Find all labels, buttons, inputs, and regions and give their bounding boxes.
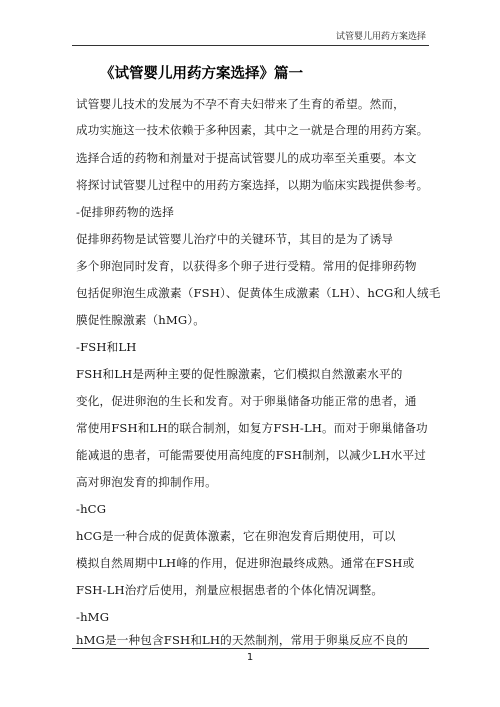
document-title: 《试管婴儿用药方案选择》篇一	[100, 66, 303, 82]
body-line: 高对卵泡发育的抑制作用。	[76, 475, 217, 489]
body-line: FSH和LH是两种主要的促性腺激素，它们模拟自然激素水平的	[76, 367, 403, 381]
header-divider	[72, 45, 429, 46]
body-line: 膜促性腺激素（hMG）。	[76, 313, 205, 327]
running-header-title: 试管婴儿用药方案选择	[335, 32, 426, 42]
body-line: 试管婴儿技术的发展为不孕不育夫妇带来了生育的希望。然而，	[76, 97, 405, 111]
body-line: 将探讨试管婴儿过程中的用药方案选择，以期为临床实践提供参考。	[76, 178, 429, 192]
body-line: 成功实施这一技术依赖于多种因素，其中之一就是合理的用药方案。	[76, 123, 429, 137]
body-line: 常使用FSH和LH的联合制剂，如复方FSH-LH。而对于卵巢储备功	[76, 421, 428, 435]
body-line: FSH-LH治疗后使用，剂量应根据患者的个体化情况调整。	[76, 583, 384, 597]
body-line: 模拟自然周期中LH峰的作用，促进卵泡最终成熟。通常在FSH或	[76, 556, 415, 570]
body-line: hCG是一种合成的促黄体激素，它在卵泡发育后期使用，可以	[76, 529, 396, 543]
section-heading: -hMG	[76, 610, 110, 624]
body-line: 选择合适的药物和剂量对于提高试管婴儿的成功率至关重要。本文	[76, 151, 417, 165]
body-line: 促排卵药物是试管婴儿治疗中的关键环节，其目的是为了诱导	[76, 232, 394, 246]
section-heading: -hCG	[76, 502, 107, 516]
body-line: 能减退的患者，可能需要使用高纯度的FSH制剂，以减少LH水平过	[76, 448, 426, 462]
body-line: 变化，促进卵泡的生长和发育。对于卵巢储备功能正常的患者，通	[76, 394, 417, 408]
section-heading: -FSH和LH	[76, 340, 137, 354]
body-line: 包括促卵泡生成激素（FSH）、促黄体生成激素（LH）、hCG和人绒毛	[76, 286, 441, 300]
body-line: hMG是一种包含FSH和LH的天然制剂，常用于卵巢反应不良的	[76, 633, 409, 647]
body-line: 多个卵泡同时发育，以获得多个卵子进行受精。常用的促排卵药物	[76, 259, 417, 273]
footer-divider	[72, 648, 429, 649]
page-number: 1	[246, 652, 254, 663]
section-heading: -促排卵药物的选择	[76, 205, 175, 219]
